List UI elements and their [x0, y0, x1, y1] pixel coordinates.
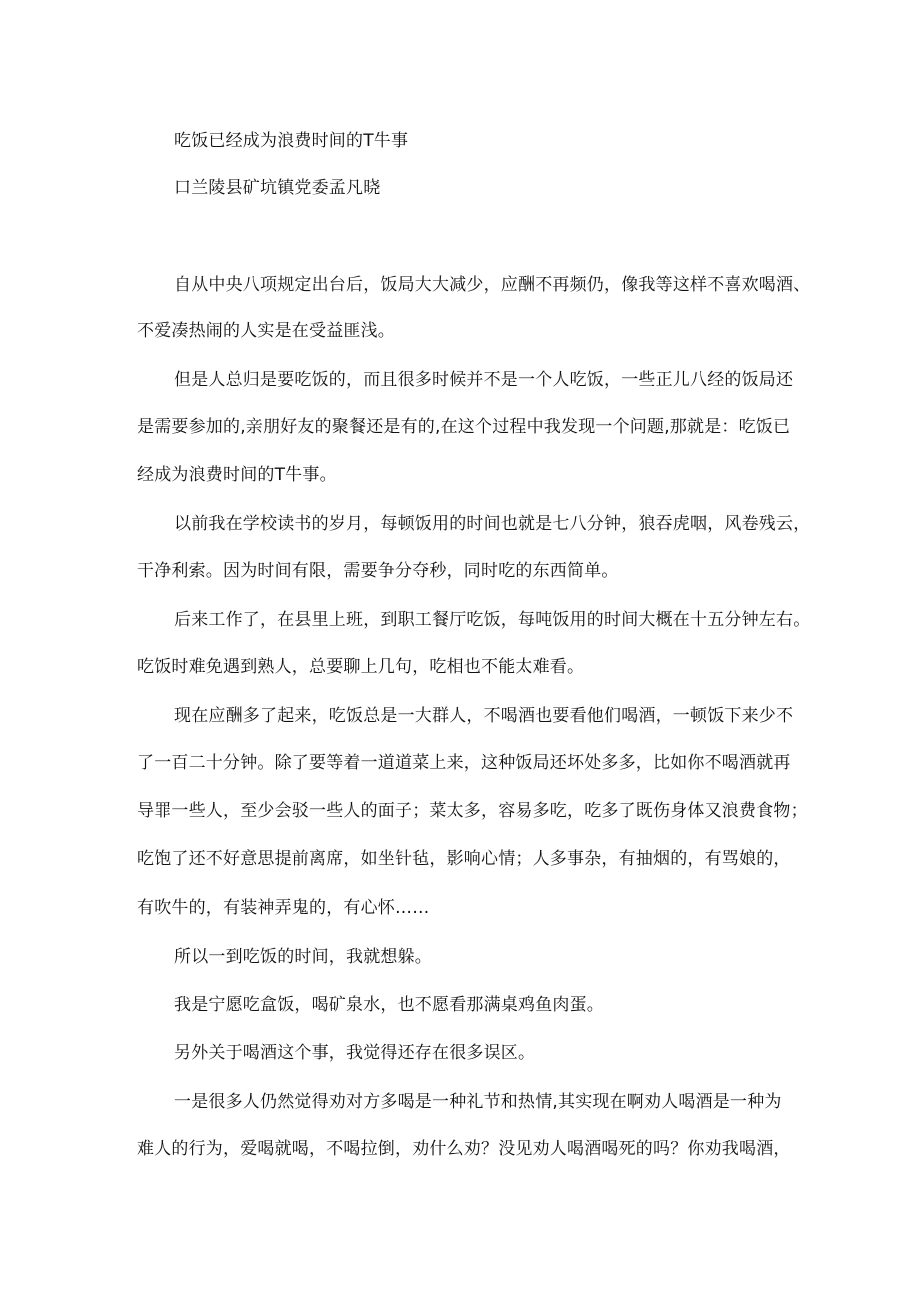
paragraph-line: 难人的行为，爱喝就喝，不喝拉倒，劝什么劝？没见劝人喝酒喝死的吗？你劝我喝酒，: [137, 1139, 791, 1159]
paragraph-line: 我是宁愿吃盒饭，喝矿泉水，也不愿看那满桌鸡鱼肉蛋。: [174, 995, 604, 1015]
paragraph-line: 现在应酬多了起来，吃饭总是一大群人，不喝酒也要看他们喝酒，一顿饭下来少不: [174, 706, 794, 726]
paragraph-line: 以前我在学校读书的岁月，每顿饭用的时间也就是七八分钟，狼吞虎咽，风卷残云，: [174, 514, 811, 534]
paragraph-line: 但是人总归是要吃饭的，而且很多时候并不是一个人吃饭，一些正儿八经的饭局还: [174, 370, 794, 390]
paragraph-line: 吃饭时难免遇到熟人，总要聊上几句，吃相也不能太难看。: [137, 657, 585, 677]
paragraph-line: 导罪一些人，至少会驳一些人的面子；菜太多，容易多吃，吃多了既伤身体又浪费食物；: [137, 801, 808, 821]
paragraph-line: 干净利索。因为时间有限，需要争分夺秒，同时吃的东西简单。: [137, 561, 619, 581]
article-byline: 口兰陵县矿坑镇党委孟凡晓: [174, 178, 381, 198]
paragraph-line: 是需要参加的,亲朋好友的聚餐还是有的,在这个过程中我发现一个问题,那就是：吃饭已: [137, 417, 791, 437]
paragraph-line: 一是很多人仍然觉得劝对方多喝是一种礼节和热情,其实现在啊劝人喝酒是一种为: [174, 1092, 782, 1112]
paragraph-line: 不爱凑热闹的人实是在受益匪浅。: [137, 321, 395, 341]
paragraph-line: 所以一到吃饭的时间，我就想躲。: [174, 947, 432, 967]
paragraph-line: 自从中央八项规定出台后，饭局大大减少，应酬不再频仍，像我等这样不喜欢喝酒、: [174, 275, 811, 295]
paragraph-line: 了一百二十分钟。除了要等着一道道菜上来，这种饭局还坏处多多，比如你不喝酒就再: [137, 753, 791, 773]
paragraph-line: 后来工作了，在县里上班，到职工餐厅吃饭，每吨饭用的时间大概在十五分钟左右。: [174, 610, 811, 630]
article-title: 吃饭已经成为浪费时间的T牛事: [174, 131, 409, 151]
paragraph-line: 有吹牛的，有装神弄鬼的，有心怀……: [137, 898, 430, 918]
paragraph-line: 另外关于喝酒这个事，我觉得还存在很多误区。: [174, 1043, 536, 1063]
paragraph-line: 经成为浪费时间的T牛事。: [137, 465, 337, 485]
paragraph-line: 吃饱了还不好意思提前离席，如坐针毡，影响心情；人多事杂，有抽烟的，有骂娘的，: [137, 849, 791, 869]
